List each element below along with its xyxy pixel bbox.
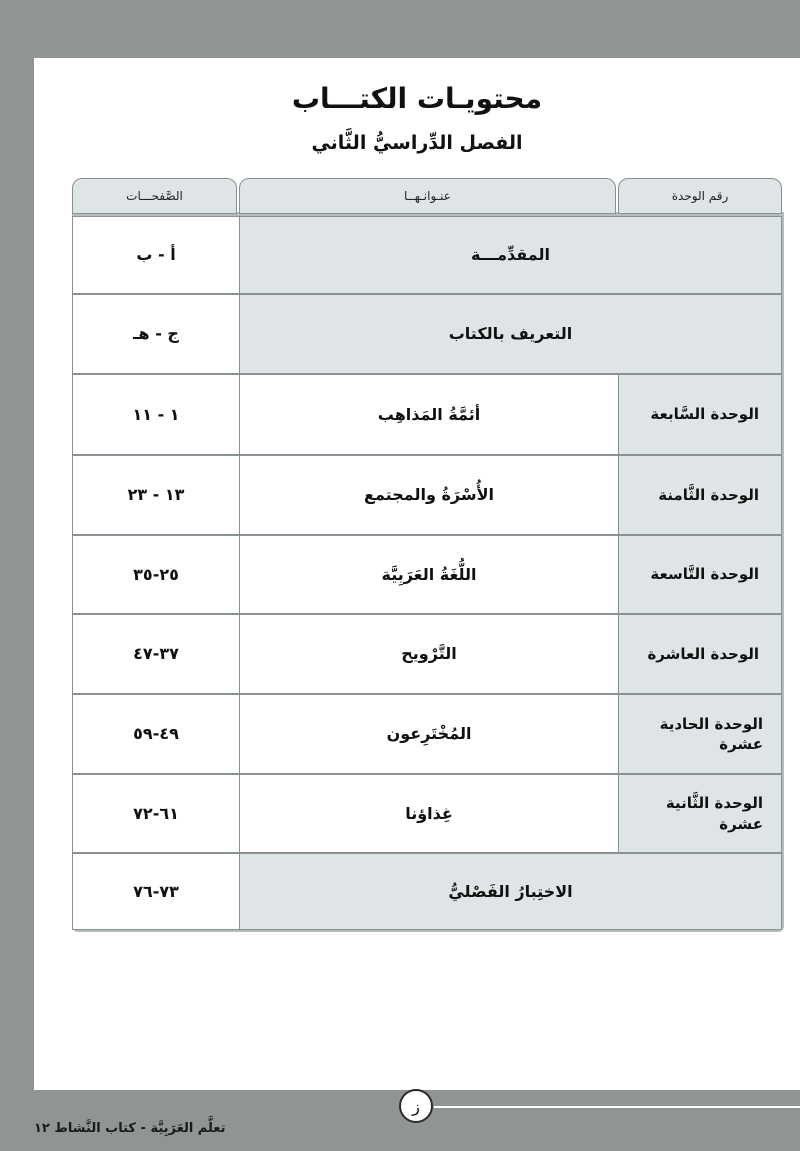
contents-table: [72, 178, 782, 930]
topic-cell: غِذاؤنا: [239, 774, 619, 853]
topic-cell: المقدِّمـــة: [239, 216, 782, 294]
pages-cell: ج - هـ: [72, 294, 240, 374]
footer-line: [434, 1106, 800, 1108]
pages-cell: ٤٩-٥٩: [72, 694, 240, 774]
page-number-badge: ز: [399, 1089, 433, 1123]
page-subtitle: الفصل الدِّراسيُّ الثَّاني: [311, 132, 523, 154]
unit-cell: الوحدة السَّابعة: [618, 374, 782, 455]
footer-book-title: تعلَّم العَرَبِيَّة - كتاب النَّشاط ١٢: [34, 1121, 226, 1136]
table-row: [72, 774, 782, 853]
pages-cell: ١٣ - ٢٣: [72, 455, 240, 535]
table-row: [72, 216, 782, 294]
topic-cell: الأُسْرَةُ والمجتمع: [239, 455, 619, 535]
header-unit: رقم الوحدة: [618, 178, 782, 214]
table-row: [72, 455, 782, 535]
unit-cell: الوحدة الثَّانية عشرة: [618, 774, 782, 853]
topic-cell: التعريف بالكتاب: [239, 294, 782, 374]
table-row: [72, 694, 782, 774]
unit-cell: الوحدة التَّاسعة: [618, 535, 782, 614]
pages-cell: ٧٣-٧٦: [72, 853, 240, 930]
topic-cell: أئمَّةُ المَذاهِب: [239, 374, 619, 455]
header-topic: عنـوانـهــا: [239, 178, 616, 214]
topic-cell: الاختِبارُ الفَصْليُّ: [239, 853, 782, 930]
pages-cell: ٢٥-٣٥: [72, 535, 240, 614]
header-pages: الصَّفحـــات: [72, 178, 237, 214]
table-row: [72, 374, 782, 455]
pages-cell: أ - ب: [72, 216, 240, 294]
unit-cell: الوحدة العاشرة: [618, 614, 782, 694]
table-row: [72, 614, 782, 694]
pages-cell: ٦١-٧٢: [72, 774, 240, 853]
topic-cell: التَّرْويح: [239, 614, 619, 694]
topic-cell: المُخْتَرِعون: [239, 694, 619, 774]
table-row: [72, 535, 782, 614]
pages-cell: ١ - ١١: [72, 374, 240, 455]
table-row: [72, 853, 782, 930]
topic-cell: اللُّغَةُ العَرَبِيَّة: [239, 535, 619, 614]
table-row: [72, 294, 782, 374]
page-title: محتويـات الكتـــاب: [291, 82, 543, 115]
unit-cell: الوحدة الحادية عشرة: [618, 694, 782, 774]
unit-cell: الوحدة الثَّامنة: [618, 455, 782, 535]
pages-cell: ٣٧-٤٧: [72, 614, 240, 694]
